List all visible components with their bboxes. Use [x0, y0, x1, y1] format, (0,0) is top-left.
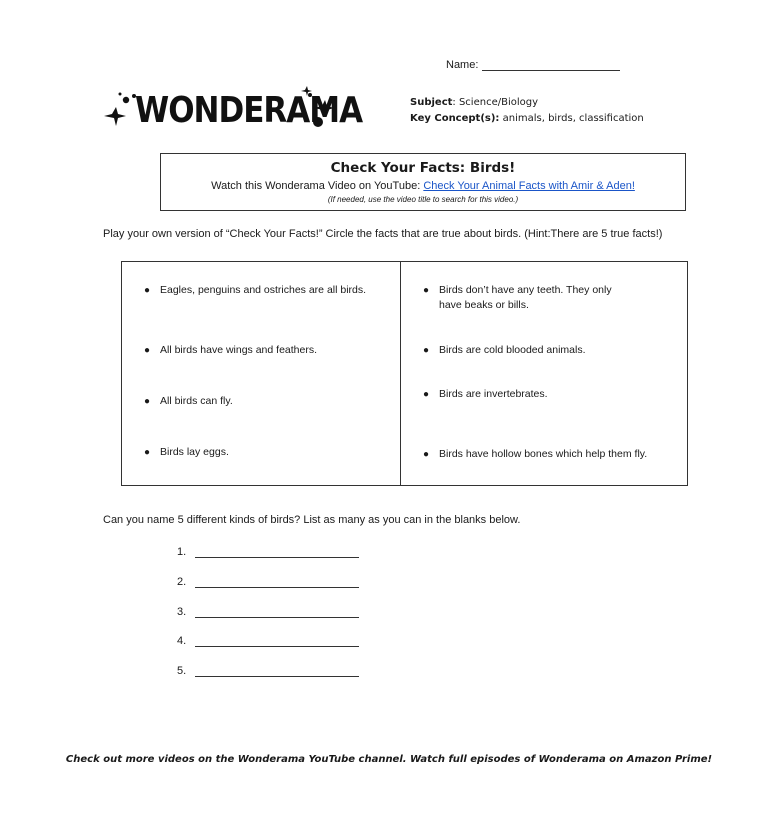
bullet-icon: ● [423, 345, 430, 356]
worksheet-title: Check Your Facts: Birds! [330, 160, 516, 176]
bullet-icon: ● [144, 285, 151, 296]
table-divider [400, 262, 401, 485]
bullet-icon: ● [144, 447, 151, 458]
answer-blank[interactable] [177, 546, 359, 558]
subject-label: Subject [410, 97, 453, 108]
watch-text: Watch this Wonderama Video on YouTube: [211, 180, 424, 192]
blank-number: 1. [177, 546, 187, 558]
concepts-label: Key Concept(s): [410, 113, 500, 124]
video-link[interactable]: Check Your Animal Facts with Amir & Aden! [423, 180, 635, 192]
fact-item[interactable]: ● Birds are cold blooded animals. [423, 344, 586, 356]
instruction-text: Play your own version of “Check Your Facts!” Circle the facts that are true about birds. (Hint:There are 5 true facts!) [103, 228, 663, 240]
fact-item[interactable]: ● All birds have wings and feathers. [144, 344, 318, 356]
bullet-icon: ● [144, 345, 151, 356]
bullet-icon: ● [423, 449, 430, 460]
fact-item[interactable]: ● Birds have hollow bones which help them fly. [423, 448, 648, 460]
bullet-icon: ● [423, 285, 430, 296]
footer-text: Check out more videos on the Wonderama YouTube channel. Watch full episodes of Wonderama on Amazon Prime! [65, 754, 713, 765]
subject-block [410, 95, 644, 127]
blank-number: 4. [177, 635, 187, 647]
answer-blank[interactable] [177, 606, 359, 618]
fact-item[interactable]: ● Birds are invertebrates. [423, 388, 548, 400]
bullet-icon: ● [423, 389, 430, 400]
blank-line[interactable] [195, 576, 359, 588]
name-label: Name: [446, 59, 479, 71]
blank-number: 5. [177, 665, 187, 677]
bullet-icon: ● [144, 396, 151, 407]
star-icon [104, 107, 126, 126]
blank-line[interactable] [195, 546, 359, 558]
blank-line[interactable] [195, 665, 359, 677]
blank-line[interactable] [195, 606, 359, 618]
name-blank-line[interactable] [482, 59, 620, 71]
answer-blank[interactable] [177, 576, 359, 588]
fact-item[interactable]: ● Birds don’t have any teeth. They only have beaks or bills. [423, 284, 612, 311]
fact-item[interactable]: ● Eagles, penguins and ostriches are all birds. [144, 284, 367, 296]
subject-value: : Science/Biology [452, 97, 539, 108]
title-box [160, 153, 686, 211]
blank-line[interactable] [195, 635, 359, 647]
facts-table [121, 261, 688, 486]
answer-blank[interactable] [177, 665, 359, 677]
question-text: Can you name 5 different kinds of birds? List as many as you can in the blanks below. [103, 514, 521, 526]
fact-item[interactable]: ● Birds lay eggs. [144, 446, 229, 458]
name-field[interactable] [446, 59, 620, 71]
search-note: (If needed, use the video title to search for this video.) [327, 195, 519, 204]
blank-number: 2. [177, 576, 187, 588]
blank-number: 3. [177, 606, 187, 618]
fact-item[interactable]: ● All birds can fly. [144, 395, 233, 407]
concepts-value: animals, birds, classification [499, 113, 644, 124]
answer-blank[interactable] [177, 635, 359, 647]
logo-wordmark: WONDERAMA [135, 90, 363, 132]
